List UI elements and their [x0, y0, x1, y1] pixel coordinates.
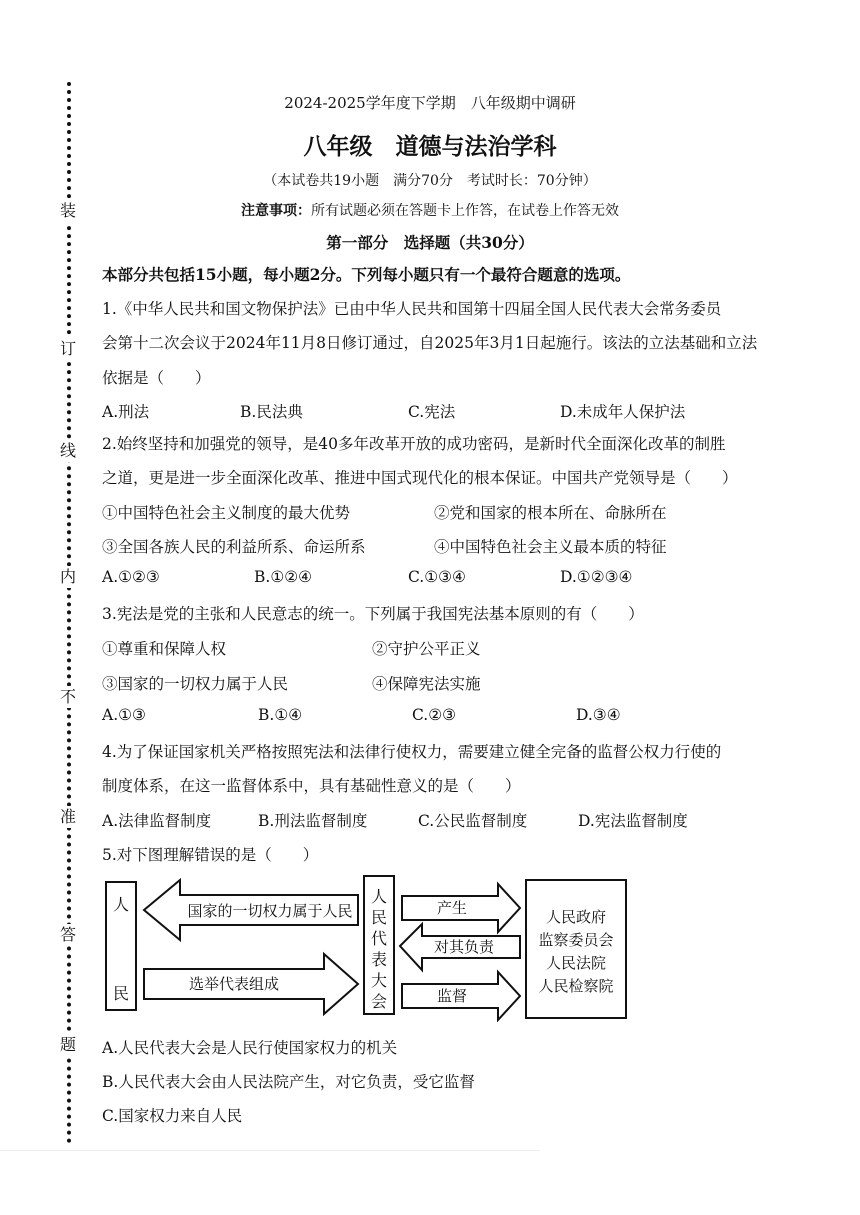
- arrow-responsible-label: 对其负责: [433, 938, 495, 956]
- question-1-line: 会第十二次会议于2024年11月8日修订通过，自2025年3月1日起施行。该法的立法基础和立法: [102, 334, 758, 352]
- organ-label: 人民法院: [545, 954, 607, 972]
- binding-char: 线: [59, 441, 76, 460]
- question-2-line: 2.始终坚持和加强党的领导，是40多年改革开放的成功密码，是新时代全面深化改革的制胜: [102, 435, 726, 453]
- option-a: A.刑法: [102, 403, 150, 421]
- statement-1: ①中国特色社会主义制度的最大优势: [102, 504, 351, 522]
- statement-4: ④保障宪法实施: [372, 675, 481, 693]
- statement-3: ③国家的一切权力属于人民: [102, 675, 289, 693]
- npc-char: 人: [370, 887, 388, 906]
- question-1-line: 1.《中华人民共和国文物保护法》已由中华人民共和国第十四届全国人民代表大会常务委员: [102, 300, 722, 318]
- question-5-stem: 5.对下图理解错误的是（ ）: [102, 846, 319, 864]
- statement-2: ②党和国家的根本所在、命脉所在: [434, 504, 667, 522]
- arrow-produce-label: 产生: [436, 899, 468, 917]
- option-d: D.①②③④: [560, 568, 633, 586]
- option-b: B.①④: [258, 706, 303, 724]
- option-a: A.人民代表大会是人民行使国家权力的机关: [102, 1039, 398, 1057]
- exam-meta: （本试卷共19小题 满分70分 考试时长：70分钟）: [263, 173, 597, 189]
- question-4-line: 制度体系，在这一监督体系中，具有基础性意义的是（ ）: [102, 777, 521, 795]
- part-instructions: 本部分共包括15小题，每小题2分。下列每小题只有一个最符合题意的选项。: [102, 265, 631, 284]
- power-structure-diagram: [102, 872, 642, 1022]
- organ-label: 人民政府: [545, 908, 607, 926]
- notice-text: 所有试题必须在答题卡上作答，在试卷上作答无效: [311, 203, 619, 219]
- option-c: C.宪法: [408, 403, 456, 421]
- option-b: B.①②④: [254, 568, 313, 586]
- question-3-line: 3.宪法是党的主张和人民意志的统一。下列属于我国宪法基本原则的有（ ）: [102, 605, 644, 623]
- option-c: C.②③: [412, 706, 457, 724]
- binding-char: 准: [59, 807, 76, 826]
- organ-label: 监察委员会: [538, 931, 614, 949]
- binding-char: 内: [59, 567, 76, 586]
- option-d: D.宪法监督制度: [578, 812, 688, 830]
- option-a: A.①②③: [102, 568, 160, 586]
- exam-term: 2024-2025学年度下学期 八年级期中调研: [284, 94, 576, 112]
- statement-1: ①尊重和保障人权: [102, 640, 227, 658]
- option-c: C.国家权力来自人民: [102, 1107, 243, 1125]
- page-bottom-rule: [0, 1150, 540, 1151]
- arrow-elect-label: 选举代表组成: [188, 975, 280, 993]
- npc-char: 会: [370, 992, 388, 1011]
- notice: [0, 200, 860, 220]
- option-c: C.①③④: [408, 568, 466, 586]
- npc-char: 表: [370, 950, 388, 969]
- binding-char: 不: [59, 687, 76, 706]
- statement-2: ②守护公平正义: [372, 640, 481, 658]
- binding-char: 答: [59, 925, 76, 944]
- statement-3: ③全国各族人民的利益所系、命运所系: [102, 538, 366, 556]
- npc-char: 大: [370, 971, 388, 990]
- option-b: B.刑法监督制度: [258, 812, 368, 830]
- option-a: A.①③: [102, 706, 146, 724]
- state-organs-box: [526, 880, 626, 1018]
- question-1-line: 依据是（ ）: [102, 369, 211, 387]
- binding-char: 装: [59, 201, 76, 220]
- npc-char: 代: [370, 929, 388, 948]
- arrow-power-label: 国家的一切权力属于人民: [187, 902, 353, 920]
- notice-label: 注意事项：: [241, 203, 311, 219]
- statement-4: ④中国特色社会主义最本质的特征: [434, 538, 667, 556]
- option-c: C.公民监督制度: [418, 812, 528, 830]
- option-a: A.法律监督制度: [102, 812, 212, 830]
- npc-char: 民: [370, 908, 388, 927]
- question-4-line: 4.为了保证国家机关严格按照宪法和法律行使权力，需要建立健全完备的监督公权力行使的: [102, 743, 722, 761]
- arrow-supervise-label: 监督: [436, 987, 468, 1005]
- binding-char: 题: [59, 1035, 76, 1054]
- question-2-line: 之道，更是进一步全面深化改革、推进中国式现代化的根本保证。中国共产党领导是（ ）: [102, 469, 738, 487]
- part-title: 第一部分 选择题（共30分）: [326, 233, 534, 252]
- organ-label: 人民检察院: [538, 977, 614, 995]
- binding-char: 订: [59, 339, 76, 358]
- option-d: D.未成年人保护法: [560, 403, 686, 421]
- people-label-top: 人: [112, 895, 130, 914]
- option-d: D.③④: [576, 706, 621, 724]
- option-b: B.民法典: [240, 403, 303, 421]
- option-b: B.人民代表大会由人民法院产生，对它负责，受它监督: [102, 1073, 475, 1091]
- page-title: 八年级 道德与法治学科: [303, 134, 557, 160]
- people-label-bottom: 民: [112, 984, 130, 1003]
